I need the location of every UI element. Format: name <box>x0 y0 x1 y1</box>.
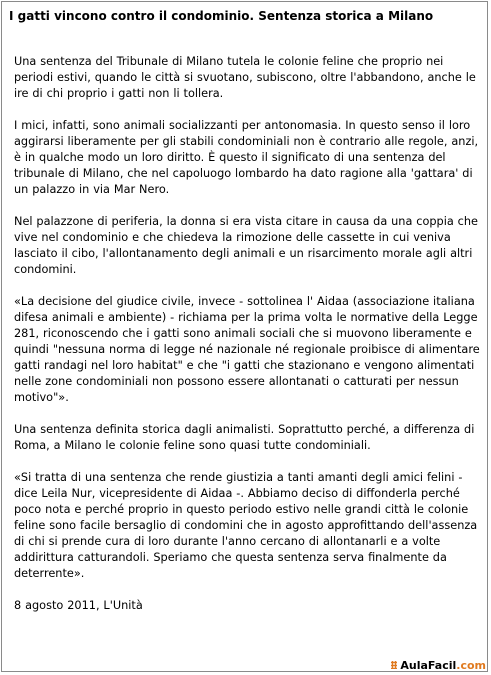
article-body <box>14 54 482 614</box>
article-paragraph: Una sentenza definita storica dagli animalisti. Soprattutto perché, a differenza di Roma, a Milano le colonie feline sono quasi tutte condominiali. <box>14 423 475 452</box>
article-paragraph: I mici, infatti, sono animali socializzanti per antonomasia. In questo senso il loro aggirarsi liberamente per gli stabili condominiali non è contrario alle regole, anzi, è in qualche modo un loro diritto. È questo il significato di una sentenza del tribunale di Milano, che nel capoluogo lombardo ha dato ragione alla 'gattara' di un palazzo in via Mar Nero. <box>14 119 479 196</box>
article-frame <box>1 1 488 672</box>
aulafacil-watermark <box>391 658 486 672</box>
watermark-suffix: .com <box>456 658 486 672</box>
watermark-name: AulaFacil <box>400 658 457 672</box>
watermark-text <box>400 659 486 672</box>
dots-icon <box>391 661 397 669</box>
article-source: 8 agosto 2011, L'Unità <box>14 599 143 612</box>
article-paragraph: «Si tratta di una sentenza che rende giustizia a tanti amanti degli amici felini - dice Leila Nur, vicepresidente di Aidaa -. Abbiamo deciso di diffonderla perché poco nota e perché proprio in questo periodo estivo nelle grandi città le colonie feline sono facile bersaglio di condomini che in agosto approfittando dell'assenza di chi si prende cura di loro durante l'anno cercano di allontanarli e a volte addirittura catturandoli. Speriamo che questa sentenza serva finalmente da deterrente». <box>14 471 478 580</box>
article-title: I gatti vincono contro il condominio. Sentenza storica a Milano <box>9 9 434 23</box>
article-paragraph: Nel palazzone di periferia, la donna si era vista citare in causa da una coppia che vive nel condominio e che chiedeva la rimozione delle cassette in cui veniva lasciato il cibo, l'allontanamento degli animali e un risarcimento morale agli altri condomini. <box>14 215 478 276</box>
article-paragraph: Una sentenza del Tribunale di Milano tutela le colonie feline che proprio nei periodi estivi, quando le città si svuotano, subiscono, oltre l'abbandono, anche le ire di chi proprio i gatti non li tollera. <box>14 55 476 100</box>
article-paragraph: «La decisione del giudice civile, invece - sottolinea l' Aidaa (associazione italiana difesa animali e ambiente) - richiama per la prima volta le normative della Legge 281, riconoscendo che i gatti sono animali sociali che si muovono liberamente e quindi "nessuna norma di legge né nazionale né regionale proibisce di alimentare gatti randagi nel loro habitat" e che "i gatti che stazionano e vengono alimentati nelle zone condominiali non possono essere allontanati o catturati per nessun motivo"». <box>14 295 480 404</box>
